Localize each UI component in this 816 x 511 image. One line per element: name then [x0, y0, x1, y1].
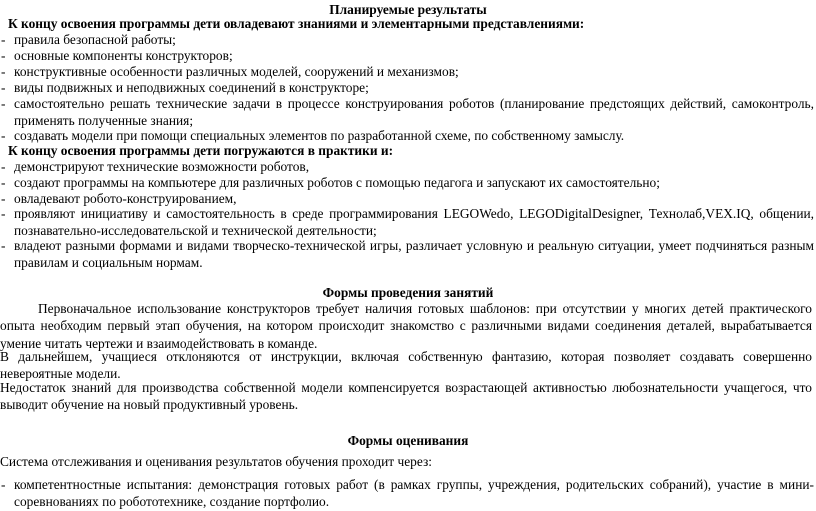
list-marker: -	[1, 32, 6, 47]
list-item: - овладевают робото-конструированием,	[1, 191, 237, 206]
list-marker: -	[1, 48, 6, 63]
assessment-intro: Система отслеживания и оценивания результатов обучения проходит через:	[0, 454, 432, 469]
list-marker: -	[1, 191, 6, 206]
list-item: - основные компоненты конструкторов;	[1, 48, 233, 63]
list-marker: -	[1, 175, 6, 190]
list-item: - виды подвижных и неподвижных соединений в конструкторе;	[1, 80, 369, 95]
list-marker: -	[1, 128, 6, 143]
list-marker: -	[1, 477, 6, 492]
forms-paragraph: Первоначальное использование конструкторов требует наличия готовых шаблонов: при отсутствии у многих детей практического опыта необходим первый этап обучения, на котором происходит знакомство с различными видами соединения деталей, вырабатывается умение читать чертежи и взаимодействовать в команде.	[0, 301, 812, 351]
knowledge-heading: К концу освоения программы дети овладевают знаниями и элементарными представлениями:	[8, 16, 585, 31]
forms-paragraph: В дальнейшем, учащиеся отклоняются от инструкции, включая собственную фантазию, которая позволяет создавать совершенно невероятные модели.	[0, 349, 812, 382]
list-marker: -	[1, 96, 6, 111]
list-marker: -	[1, 206, 6, 221]
list-item: - компетентностные испытания: демонстрация готовых работ (в рамках группы, учреждения, родительских собраний), участие в мини-соревнованиях по робототехнике, создание портфолио.	[1, 477, 814, 510]
list-item: - демонстрируют технические возможности роботов,	[1, 159, 310, 174]
list-marker: -	[1, 80, 6, 95]
forms-paragraph: Недостаток знаний для производства собственной модели компенсируется возрастающей активностью любознательности учащегося, что выводит обучение на новый продуктивный уровень.	[0, 380, 812, 413]
results-title: Планируемые результаты	[329, 2, 487, 17]
list-marker: -	[1, 64, 6, 79]
list-item: - владеют разными формами и видами творческо-технической игры, различает условную и реальную ситуации, умеет подчиняться разным правилам и социальным нормам.	[1, 238, 814, 271]
assessment-title: Формы оценивания	[347, 433, 469, 448]
list-item: - проявляют инициативу и самостоятельность в среде программирования LEGOWedo, LEGODigitalDesigner, Технолаб,VEX.IQ, общении, познавательно-исследовательской и технической деятельности;	[1, 206, 814, 239]
forms-title: Формы проведения занятий	[322, 285, 494, 300]
list-item: - создают программы на компьютере для различных роботов с помощью педагога и запускают их самостоятельно;	[1, 175, 660, 190]
list-marker: -	[1, 238, 6, 253]
list-item: - конструктивные особенности различных моделей, сооружений и механизмов;	[1, 64, 459, 79]
list-item: - самостоятельно решать технические задачи в процессе конструирования роботов (планирование предстоящих действий, самоконтроль, применять полученные знания;	[1, 96, 814, 129]
practice-heading: К концу освоения программы дети погружаются в практики и:	[8, 143, 394, 158]
list-item: - создавать модели при помощи специальных элементов по разработанной схеме, по собственному замыслу.	[1, 128, 625, 143]
list-item: - правила безопасной работы;	[1, 32, 176, 47]
list-marker: -	[1, 159, 6, 174]
